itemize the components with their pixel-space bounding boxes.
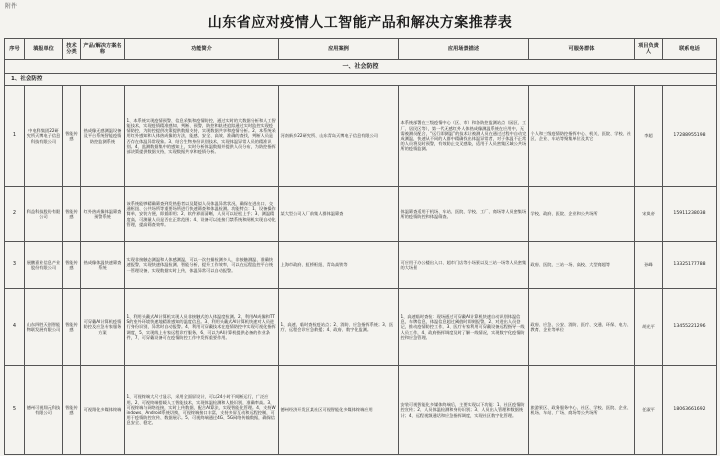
- cell-product: 红外热成像体温筛查预警系统: [81, 187, 125, 242]
- header-tech: 技术分类: [63, 39, 81, 60]
- subsection-title: 1、社会防控: [5, 74, 717, 86]
- cell-scene: 体温筛查适用于机场、车站、医院、学校、工厂、商场等人员密集场所的疫情防控和体温筛查。: [399, 187, 529, 242]
- table-row: [5, 86, 717, 187]
- cell-case: 上海市政府、虹桥枢纽、青岛高铁等: [279, 242, 399, 289]
- cell-scene: 本系统部署在三级疫情中心（区、市）和各防控监测站点（园区、工厂、居民区等），第一代无感红外人体热成像测温系统在应用中，无需被测员配合，“远行即测温”的技术让被测人员在通过过程中自动完成测温，快速从不同的人群中精确找出体温异常者，对于体温不正常的人员将及时预警，有效防止交叉感染，适用于人员密集区域公共场所的疫情监测。: [399, 86, 529, 187]
- cell-phone: 13325177788: [663, 242, 717, 289]
- cell-product: 热成像体温快速筛查系统: [81, 242, 125, 289]
- cell-phone: 18063661692: [663, 366, 717, 455]
- cell-phone: 13455221296: [663, 289, 717, 366]
- cell-group: 旅游景区、政务服务中心、社区、学校、医院、企业、机场、车站、广场、商场等公共场所: [529, 366, 635, 455]
- cell-group: 学校、政府、医院、企业和公共场所: [529, 187, 635, 242]
- cell-group: 政府、应急、公安、消防、医疗、交通、环保、电力、教育、企业等单位: [529, 289, 635, 366]
- header-phone: 联系电话: [663, 39, 717, 60]
- cell-leader: 李超: [635, 86, 663, 187]
- cell-unit: 德州可视翔元科技有限公司: [25, 366, 63, 455]
- cell-tech: 智能传感: [63, 289, 81, 366]
- cell-group: 政府、医院、三站一场、高校、大型商超等: [529, 242, 635, 289]
- recommendation-table: [4, 38, 717, 455]
- cell-tech: 智能传感: [63, 366, 81, 455]
- header-desc: 功能简介: [125, 39, 279, 60]
- header-unit: 填报单位: [25, 39, 63, 60]
- cell-no: 3: [5, 242, 25, 289]
- section-title: 一、社会防控: [5, 60, 717, 74]
- cell-no: 2: [5, 187, 25, 242]
- cell-product: 可穿戴AI计算机疫情防控及应急专家服务方案: [81, 289, 125, 366]
- cell-unit: 展鹏嘉业信息产业股份有限公司: [25, 242, 63, 289]
- header-scene: 应用场景描述: [399, 39, 529, 60]
- table-row: [5, 289, 717, 366]
- table-header-row: [5, 39, 717, 60]
- cell-unit: 山东四胜天创智能物联发展有限公司: [25, 289, 63, 366]
- cell-phone: 15911238038: [663, 187, 717, 242]
- header-no: 序号: [5, 39, 25, 60]
- cell-no: 1: [5, 86, 25, 187]
- cell-desc: 1、本系统实现疫情预警、信息采集和疫情防控，通过实时的大数据分析和人工智能技术，实现疫情精准感知、判断、预警，防控和轨迹追踪通过实时监控实现疫情防控，为防控提供决策提供数据支持，实现数据共享和疫情分析。2、本系统采用红外感知和人体热成像的方法，能感、安全、高效、准确的查找，判断人员是否存在体温异常现象。3、结合生物身份识别技术，实现体温异常人员的精准识别。4、监测数据集中的感知上，实时分析体温数据并提供人员分布，为防控指挥部决策提供数据支持，实现数据共享和疫情分析。: [125, 86, 279, 187]
- header-case: 应用案例: [279, 39, 399, 60]
- corner-label: 附件: [5, 3, 18, 10]
- table-row: [5, 366, 717, 455]
- cell-group: 个人和三级疫情防控指挥中心、机关、医院、学校、社区、企业、车站等聚集单位及其它: [529, 86, 635, 187]
- cell-unit: 中电科集团22研究所天博电子信息科技有限公司: [25, 86, 63, 187]
- header-product: 产品/解决方案名称: [81, 39, 125, 60]
- cell-leader: 宋岚帝: [635, 187, 663, 242]
- cell-case: 河南新乡22研究所、山东青岛天博电子信息有限公司: [279, 86, 399, 187]
- cell-case: 1、高速、临时查检疫站点；2、消防、应急指挥系统；3、医疗、远程会诊应急救援；4、政府、数字化监测。: [279, 289, 399, 366]
- subsection-row: [5, 74, 717, 86]
- section-row: [5, 60, 717, 74]
- cell-tech: 智能传感: [63, 242, 81, 289]
- table-row: [5, 242, 717, 289]
- cell-desc: 实现非接触态测温和人体感测温，可以一次扫描检测多人，非接触测温、准确快速报警，实现快速体温检测、智能分析，提升工作效率，可以在远程监控平台统一管理设备，实现数据实时上传，体温异常可以自动报警。: [125, 242, 279, 289]
- cell-scene: 可应用于办公楼出入口、超市门店等小场景以及三站一场等人员密集的大场景: [399, 242, 529, 289]
- cell-desc: 1、可视终端大尺寸显示，采用全面屏设计，可以24小时不间断运行，广泛应用。2、可视终端搭载人工智能技术，实现体温检测和人脸识别，准确率高。3、可视终端与网络连接，实时上传数据，配合AI算法，实现智能化管理。4、支持Windows、Android系统切换，可视终端接口丰富，支持多屏互动和远程控制，可用于疫情防控宣传、数据展示。5、可视终端通过4G、5G网络传输数据，确保信息安全、稳定。: [125, 366, 279, 455]
- cell-scene: 1、高速临时查检：现场通过可穿戴AI计算机快速自动识别体温信息，车牌信息，体温信息超过阈值时即刻报警，2、对进出人员登记，推动疫情防控工作，3、医疗专家利用可穿戴设备远程指导一线人员工作，4、政府指挥调度及时了解一线情况，实现数字化疫情防控和应急管理。: [399, 289, 529, 366]
- cell-case: 某大型公司入厂前集人群体温筛查: [279, 187, 399, 242]
- cell-case: 德州经济开发区某社区可视智能化多媒体终端应用: [279, 366, 399, 455]
- cell-scene: 安装可视智能化多媒体终端后，主要实现以下功能：1、社区疫情防控宣传；2、人员体温检测和身份识别；3、人员出入管理和数据统计；4、远程视频通话和应急指挥调度，实现社区数字化管理。: [399, 366, 529, 455]
- cell-desc: 1、利用头戴式AI计算机实现人员非接触式的人体温度检测。2、利用AI成像和TTS的室外环境快速地精准感知的温度信息。3、利用头戴式AI计算机快速对人员进行身份识别，异常时自动报警。4、利用可穿戴技术在疫情防控中实现可视化指挥调度，5、实现线上专家远程诊疗服务，6、可以为AI计算机提供必备的作业条件，7、可穿戴设备可在疫情防控工作中发挥重要作用。: [125, 289, 279, 366]
- page-title: 山东省应对疫情人工智能产品和解决方案推荐表: [207, 15, 513, 31]
- cell-leader: 胡光平: [635, 289, 663, 366]
- header-group: 可服务群体: [529, 39, 635, 60]
- cell-tech: 智能传感: [63, 86, 81, 187]
- cell-tech: 智能传感: [63, 187, 81, 242]
- cell-unit: 科益科技股份有限公司: [25, 187, 63, 242]
- cell-phone: 17288955198: [663, 86, 717, 187]
- cell-product: 热成像无感测温设备及平台系统智能疫情防控监测系统: [81, 86, 125, 187]
- cell-leader: 孙峰: [635, 242, 663, 289]
- cell-no: 5: [5, 366, 25, 455]
- cell-leader: 任淑平: [635, 366, 663, 455]
- cell-desc: 该系统能够精确筛查到发热患者以及疑似人员体温异常状况，确保在进出口、交通枢纽、公共场所等重要场所进行快速筛查和体温检测。功能特点：1、设备操作简单，安装方便，即插即用；2、软件界面清晰，人员可以轻松上手；3、测温精度高，可测量人员是否在正常范围；4、设备可以连接门禁系统和闸机实现自动化管理，提高筛查效率。: [125, 187, 279, 242]
- table-row: [5, 187, 717, 242]
- cell-no: 4: [5, 289, 25, 366]
- header-leader: 项目负责人: [635, 39, 663, 60]
- cell-product: 可视翔化多媒体终端: [81, 366, 125, 455]
